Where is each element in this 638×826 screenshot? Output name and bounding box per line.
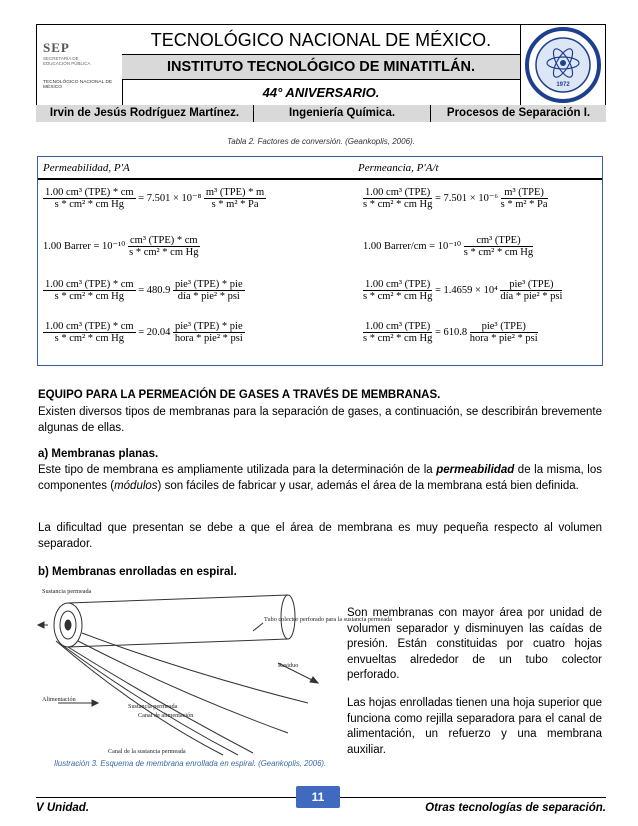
page-number: 11 (296, 786, 340, 808)
table-row: $\frac{\text{1.00 cm³ (TPE)}}{\text{s * cm² * cm Hg}}$ = 1.4659 × 10⁴ $\frac{\text{pie³ (TPE)}}{\text{día * pie² * psi}}$ (363, 279, 563, 302)
subject-name: Procesos de Separación I. (446, 107, 591, 119)
table-row: $\frac{\text{1.00 cm³ (TPE) * cm}}{\text{s * cm² * cm Hg}}$ = 480.9 $\frac{\text{pie³ (TPE) * pie}}{\text{día * pie² * psi}}$ (45, 279, 243, 302)
sep-logo-text: SEP (43, 40, 70, 55)
label-canal-permeada: Canal de la sustancia permeada (108, 748, 186, 755)
conversion-table (37, 156, 603, 366)
subsection-b-title: b) Membranas enrolladas en espiral. (38, 566, 237, 578)
subsection-a-title: a) Membranas planas. (38, 448, 159, 460)
sep-logo-sub2: EDUCACIÓN PÚBLICA (43, 61, 91, 66)
institute-seal-icon (524, 26, 602, 104)
career-name: Ingeniería Química. (254, 105, 431, 122)
table-row: 1.00 Barrer = 10⁻¹⁰ $\frac{\text{cm³ (TPE) * cm}}{\text{s * cm² * cm Hg}}$ (43, 235, 199, 258)
subsection-a-paragraph2: La dificultad que presentan se debe a que el área de membrana es muy pequeña respecto al volumen separador. (38, 522, 602, 550)
info-strip (36, 105, 606, 122)
label-sustancia-permeada-2: Sustancia permeada (128, 703, 178, 710)
subsection-a-paragraph1: Este tipo de membrana es ampliamente utilizada para la determinación de la permeabilidad de la misma, los componentes (módulos) son fáciles de fabricar y usar, además el área de la membrana está bien definida. (38, 464, 603, 492)
section-title: EQUIPO PARA LA PERMEACIÓN DE GASES A TRAVÉS DE MEMBRANAS. (38, 389, 441, 401)
sep-logo (37, 25, 122, 105)
tnm-logo-text: TECNOLÓGICO NACIONAL DE MÉXICO (43, 80, 113, 90)
table-row: 1.00 Barrer/cm = 10⁻¹⁰ $\frac{\text{cm³ (TPE)}}{\text{s * cm² * cm Hg}}$ (363, 235, 534, 258)
seal-year: 1972 (556, 82, 570, 88)
header-title-institute: INSTITUTO TECNOLÓGICO DE MINATITLÁN. (122, 55, 520, 80)
subsection-b-paragraph1: Son membranas con mayor área por unidad de volumen separador y disminuyen las caídas de presión. Están constituidas por cuatro hojas envueltas alrededor de un tubo colector perforado. (347, 607, 602, 681)
header-title-tnm: TECNOLÓGICO NACIONAL DE MÉXICO. (122, 25, 520, 55)
label-alimentacion: Alimentación (42, 696, 76, 703)
author-name: Irvin de Jesús Rodríguez Martínez. (36, 105, 254, 122)
label-tubo-colector: Tubo colector perforado para la sustancia permeada (264, 616, 392, 623)
table-head-right: Permeancia, P'A/t (358, 162, 439, 174)
table-row: $\frac{\text{1.00 cm³ (TPE) * cm}}{\text{s * cm² * cm Hg}}$ = 20.04 $\frac{\text{pie³ (TPE) * pie}}{\text{hora * pie² * psi}}$ (45, 321, 243, 344)
table-head-left: Permeabilidad, P'A (43, 162, 130, 174)
footer-topic: Otras tecnologías de separación. (425, 802, 606, 814)
footer-unit: V Unidad. (36, 802, 90, 814)
label-sustancia-permeada: Sustancia permeada (42, 588, 92, 595)
table-row: $\frac{\text{1.00 cm³ (TPE)}}{\text{s * cm² * cm Hg}}$ = 610.8 $\frac{\text{pie³ (TPE)}}{\text{hora * pie² * psi}}$ (363, 321, 538, 344)
spiral-membrane-diagram (38, 583, 392, 758)
table-header (38, 160, 602, 180)
label-residuo: Residuo (278, 662, 299, 669)
sep-logo-sub1: SECRETARÍA DE (43, 56, 79, 61)
header-divider (520, 25, 521, 105)
label-canal-alimentacion: Canal de alimentación (138, 712, 194, 719)
intro-paragraph: Existen diversos tipos de membranas para la separación de gases, a continuación, se describirán brevemente algunas de ellas. (38, 406, 602, 434)
table-row: $\frac{\text{1.00 cm³ (TPE)}}{\text{s * cm² * cm Hg}}$ = 7.501 × 10⁻⁶ $\frac{\text{m³ (TPE)}}{\text{s * m² * Pa}}$ (363, 187, 548, 210)
figure-caption: Ilustración 3. Esquema de membrana enrollada en espiral. (Geankoplis, 2006). (54, 759, 327, 768)
header-anniversary: 44° ANIVERSARIO. (262, 85, 380, 100)
table-row: $\frac{\text{1.00 cm³ (TPE) * cm}}{\text{s * cm² * cm Hg}}$ = 7.501 × 10⁻⁸ $\frac{\text{m³ (TPE) * m}}{\text{s * m² * Pa}}$ (45, 187, 265, 210)
subsection-b-paragraph2: Las hojas enrolladas tienen una hoja superior que funciona como rejilla separadora para el canal de alimentación, un refuerzo y una membrana auxiliar. (347, 697, 602, 756)
table-caption: Tabla 2. Factores de conversión. (Geankoplis, 2006). (227, 137, 415, 146)
